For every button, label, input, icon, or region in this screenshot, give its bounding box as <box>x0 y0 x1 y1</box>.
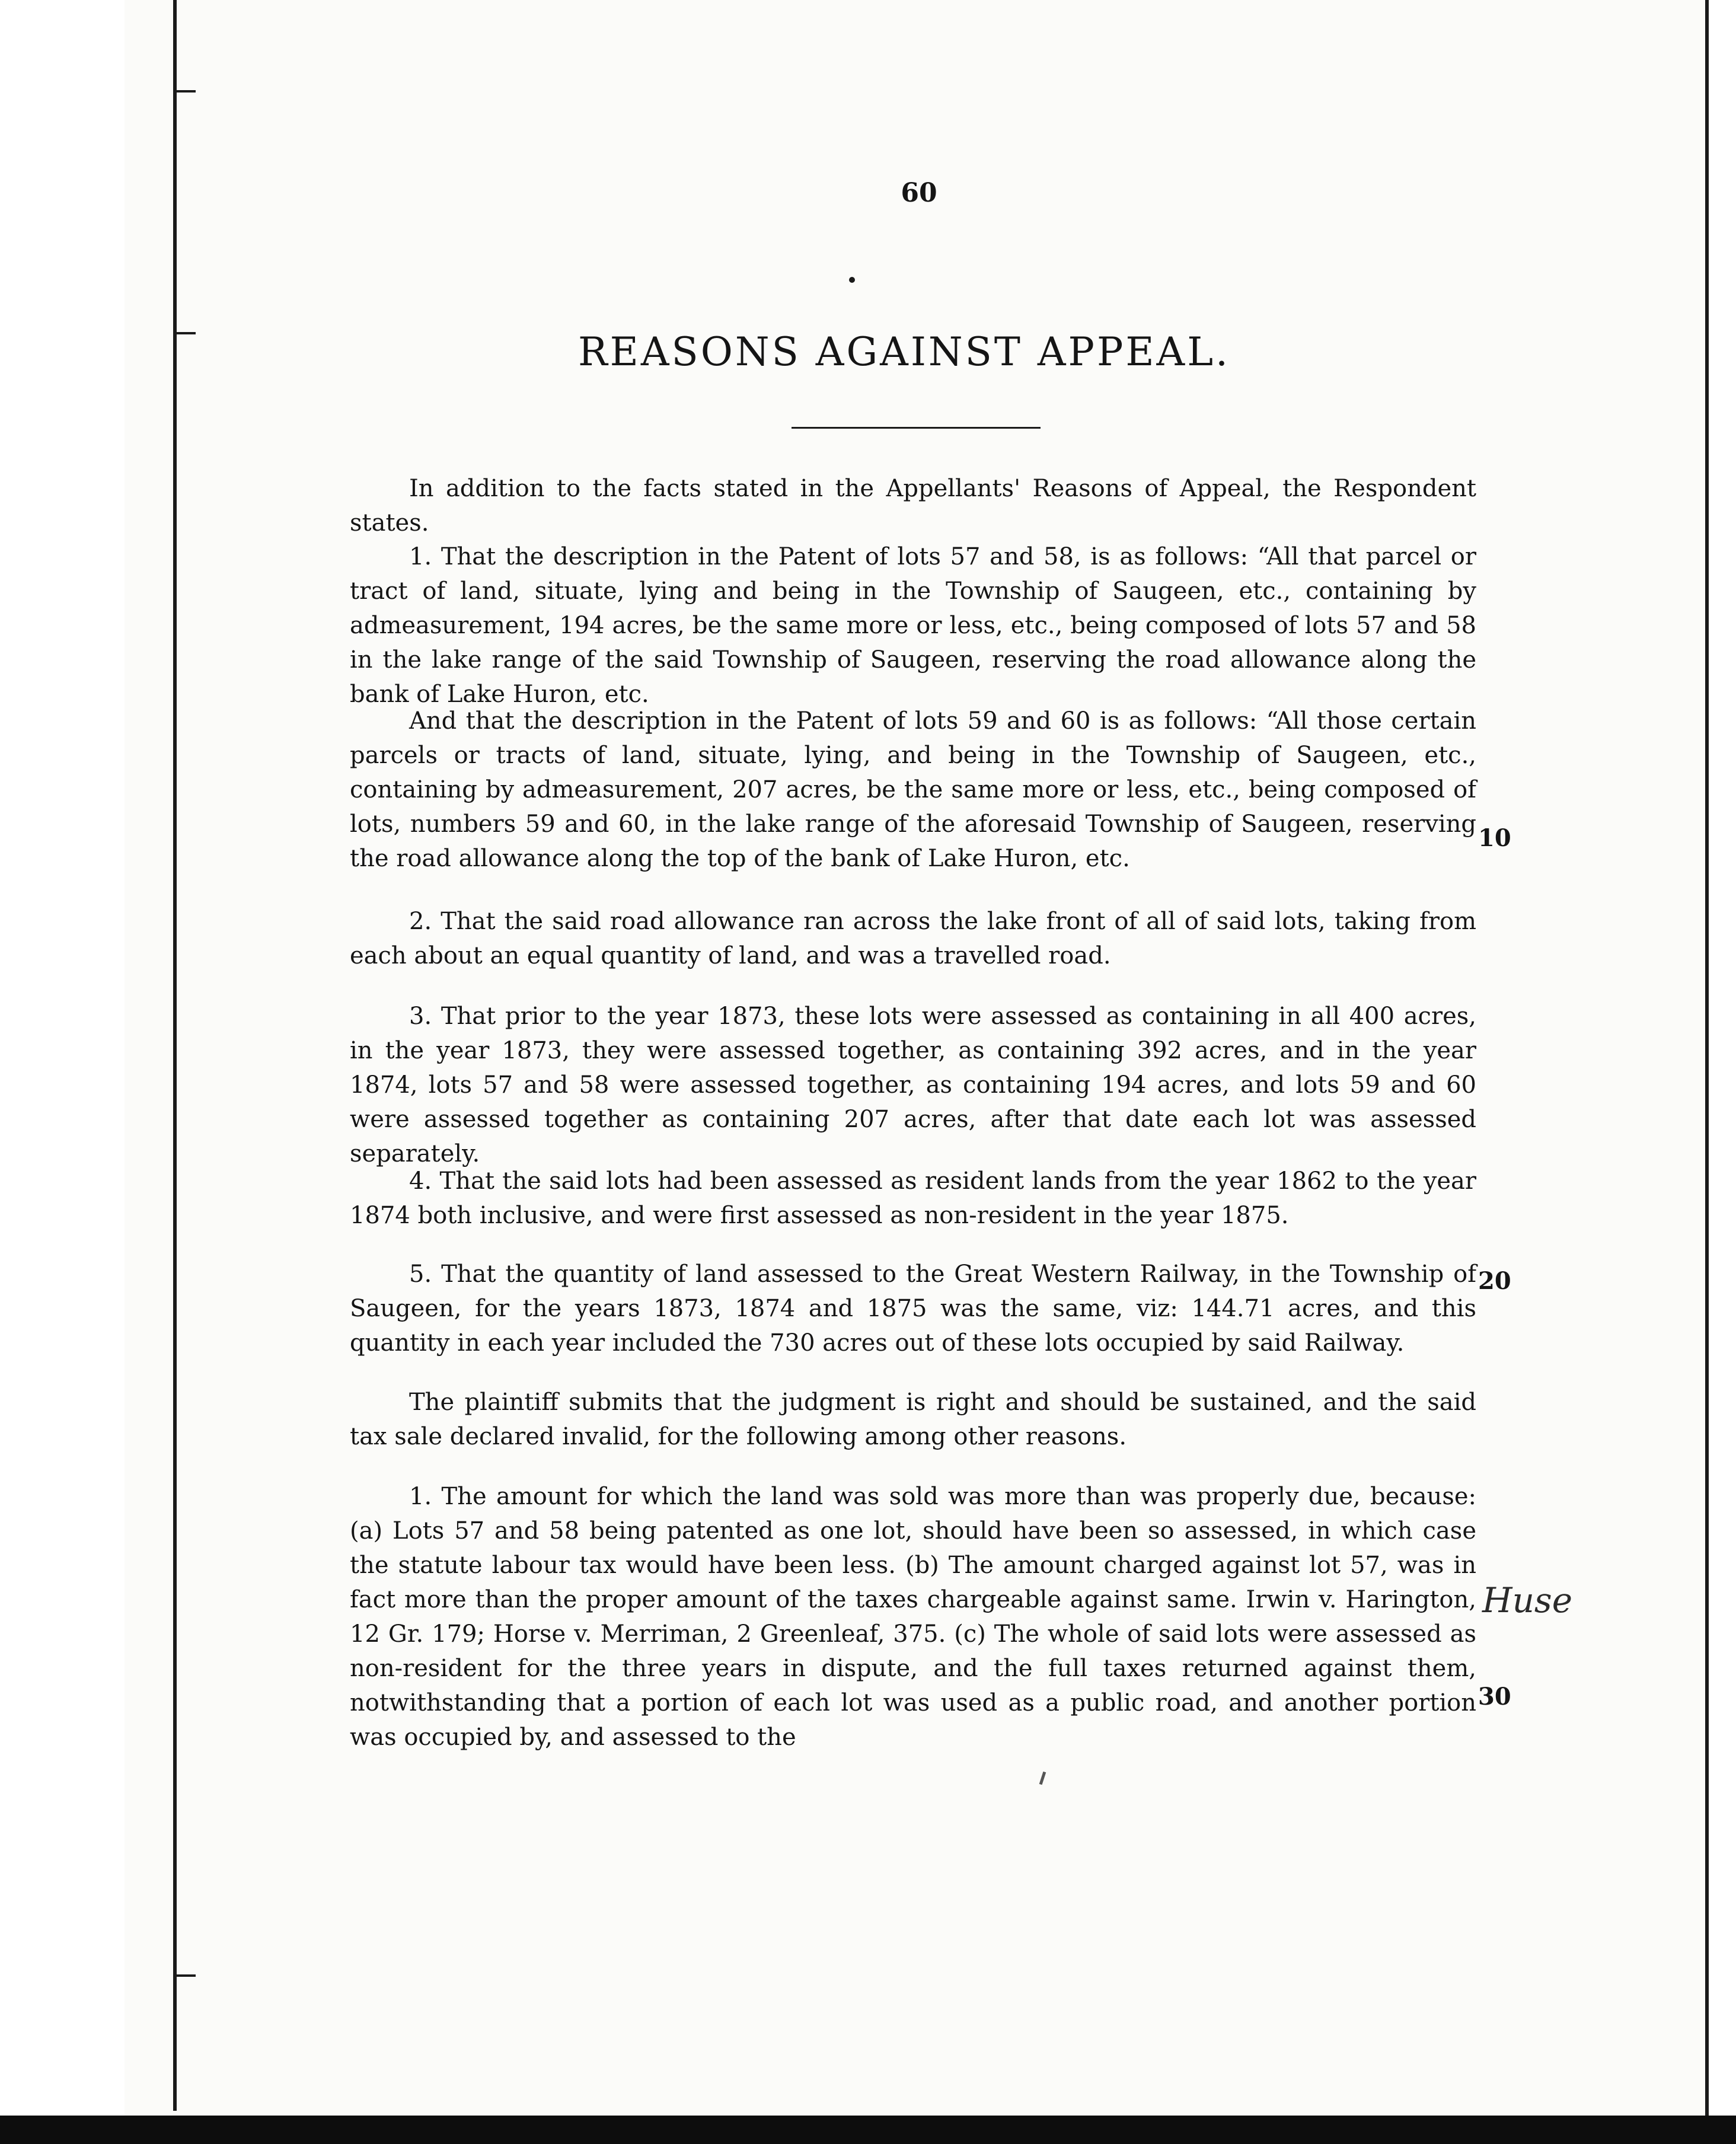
scan-left-margin <box>0 0 125 2144</box>
handwritten-annotation: Huse <box>1482 1580 1573 1620</box>
fact-paragraph-1: 1. That the description in the Patent of lots 57 and 58, is as follows: “All that parcel or tract of land, situate, lying and being in the Township of Saugeen, etc., containing by admeasurement, 194 acres, be the same more or less, etc., being composed of lots 57 and 58 in the lake range of the said Township of Saugeen, reserving the road allowance along the bank of Lake Huron, etc. <box>350 543 1476 708</box>
margin-line-number: 20 <box>1478 1267 1511 1295</box>
ink-dot <box>849 277 855 283</box>
ink-mark <box>1039 1772 1046 1785</box>
fact-paragraph-2: 2. That the said road allowance ran across the lake front of all of said lots, taking from each about an equal quantity of land, and was a travelled road. <box>350 908 1476 969</box>
fact-paragraph-1-continued: And that the description in the Patent of lots 59 and 60 is as follows: “All those certain parcels or tracts of land, situate, lying, and being in the Township of Saugeen, etc., containing by admeasurement, 207 acres, be the same more or less, etc., being composed of lots, numbers 59 and 60, in the lake range of the aforesaid Township of Saugeen, reserving the road allowance along the top of the bank of Lake Huron, etc. <box>350 707 1476 872</box>
page-title: REASONS AGAINST APPEAL. <box>577 329 1230 375</box>
fact-paragraph-5: 5. That the quantity of land assessed to the Great Western Railway, in the Township of Saugeen, for the years 1873, 1874 and 1875 was the same, viz: 144.71 acres, and this quantity in each year included the 730 acres out of these lots occupied by said Railway. <box>350 1261 1476 1357</box>
fact-paragraph-4: 4. That the said lots had been assessed as resident lands from the year 1862 to the year 1874 both inclusive, and were first assessed as non-resident in the year 1875. <box>350 1167 1476 1229</box>
scan-right-margin <box>1709 0 1736 2144</box>
binding-tick <box>175 90 196 92</box>
submission-paragraph: The plaintiff submits that the judgment is right and should be sustained, and the said tax sale declared invalid, for the following among other reasons. <box>350 1389 1476 1450</box>
reason-paragraph-1: 1. The amount for which the land was sold was more than was properly due, because: (a) Lots 57 and 58 being patented as one lot, should have been so assessed, in which case the statute labour tax would have been less. (b) The amount charged against lot 57, was in fact more than the proper amount of the taxes chargeable against same. Irwin v. Harington, 12 Gr. 179; Horse v. Merriman, 2 Greenleaf, 375. (c) The whole of said lots were assessed as non-resident for the three years in dispute, and the full taxes returned against them, notwithstanding that a portion of each lot was used as a public road, and another portion was occupied by, and assessed to the <box>350 1483 1476 1751</box>
binding-tick <box>175 1974 196 1977</box>
margin-line-number: 10 <box>1478 824 1511 852</box>
page-number: 60 <box>901 178 937 208</box>
binding-tick <box>175 332 196 334</box>
intro-paragraph: In addition to the facts stated in the Appellants' Reasons of Appeal, the Respondent states. <box>350 475 1476 537</box>
margin-line-number: 30 <box>1478 1683 1511 1711</box>
fact-paragraph-3: 3. That prior to the year 1873, these lots were assessed as containing in all 400 acres, in the year 1873, they were assessed together, as containing 392 acres, and in the year 1874, lots 57 and 58 were assessed together, as containing 194 acres, and lots 59 and 60 were assessed together as containing 207 acres, after that date each lot was assessed separately. <box>350 1003 1476 1167</box>
binding-line <box>173 0 177 2111</box>
scan-bottom-edge <box>0 2116 1736 2144</box>
title-divider <box>792 427 1041 429</box>
